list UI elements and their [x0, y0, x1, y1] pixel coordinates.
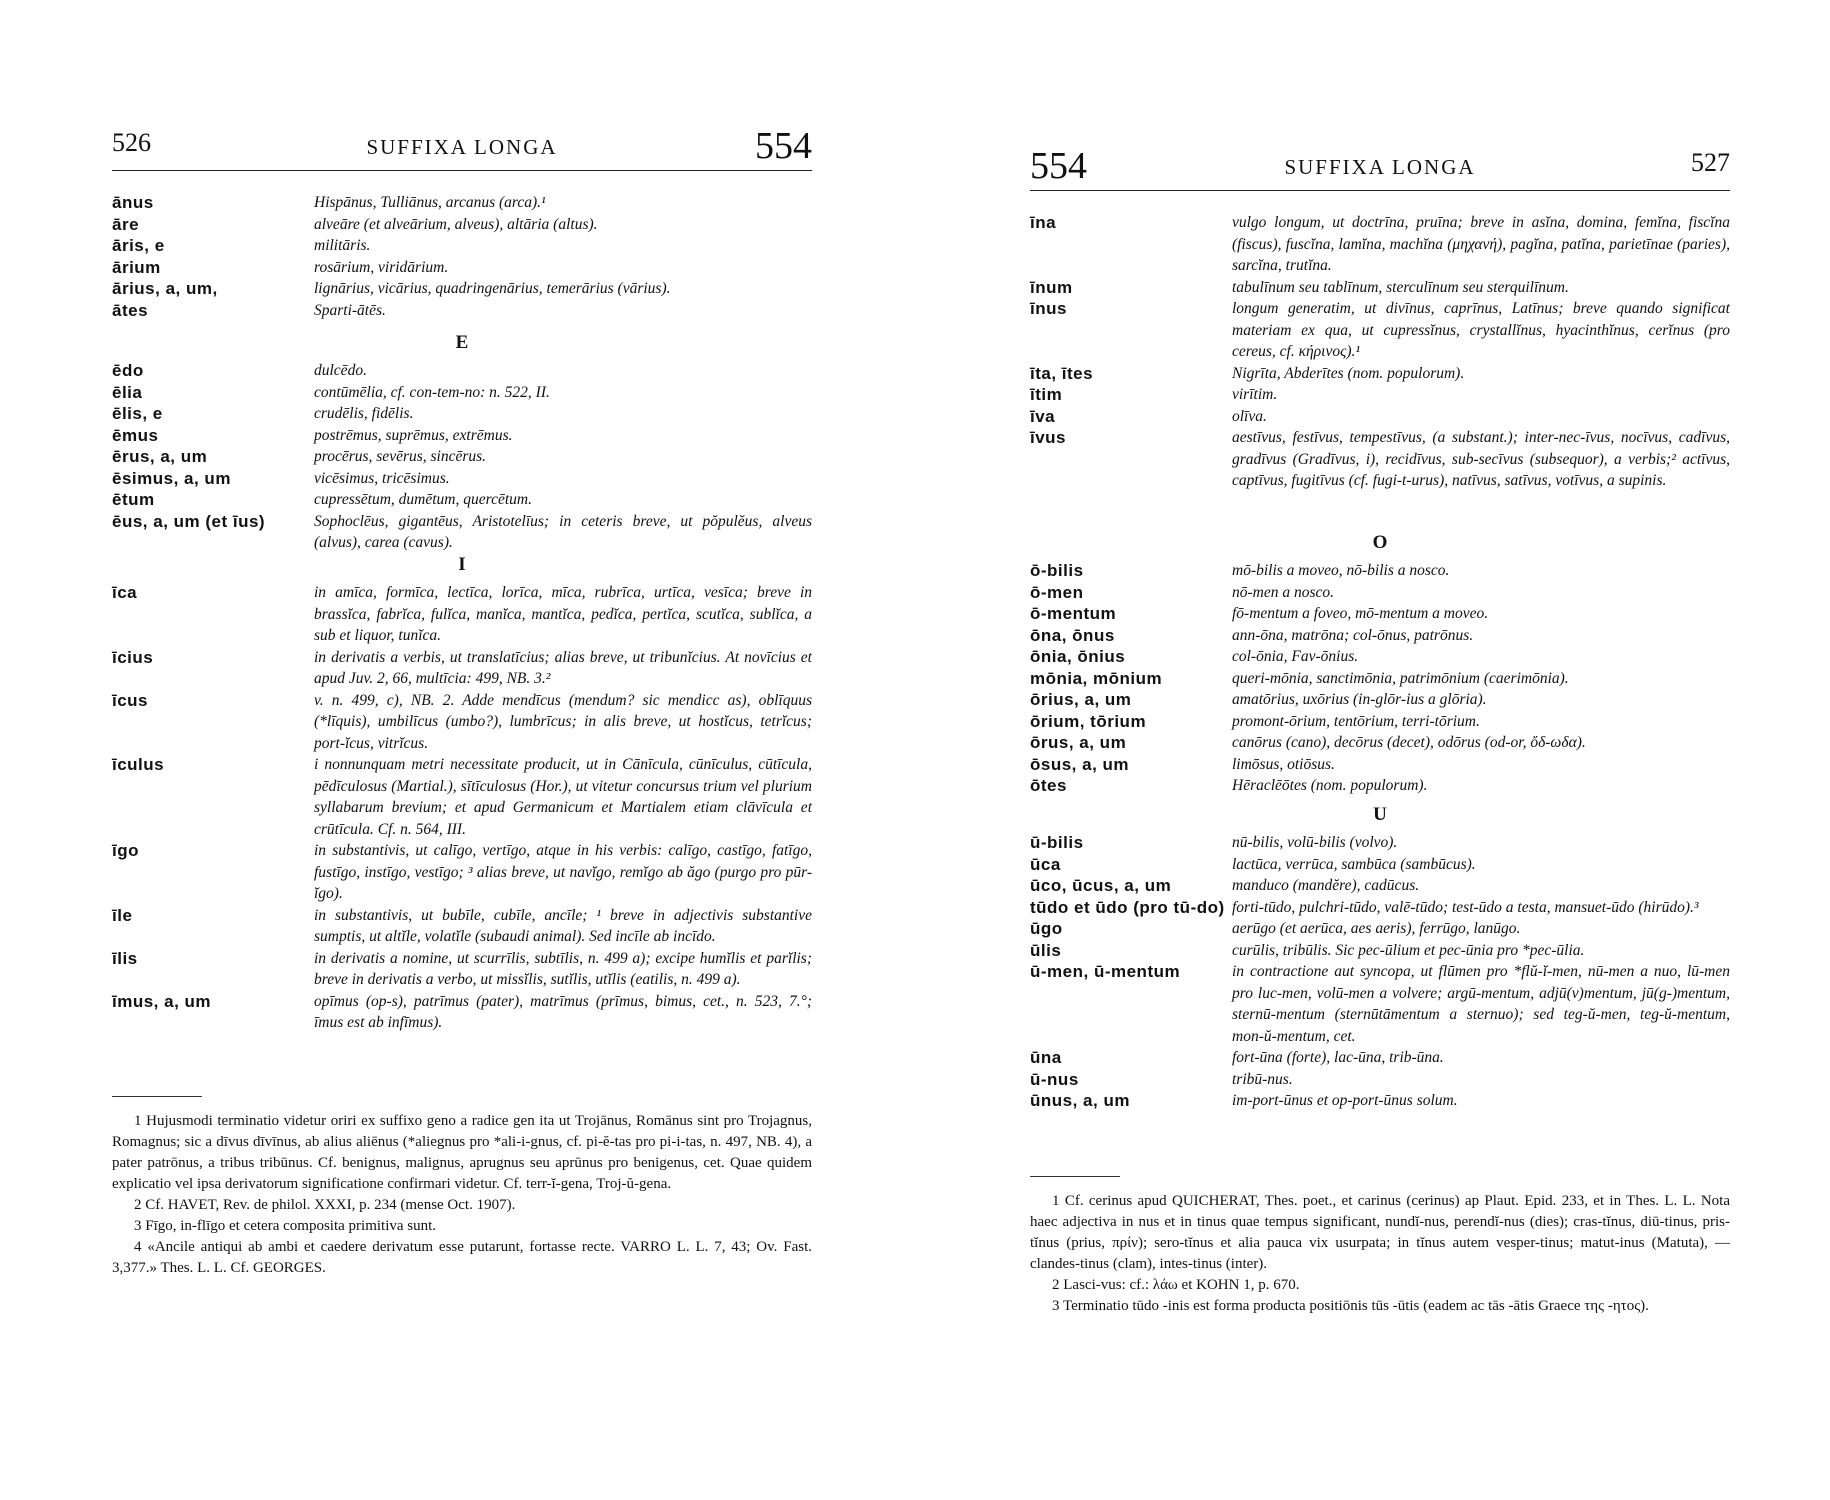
entry-definition: dulcēdo.: [314, 362, 367, 379]
entry-definition: limōsus, otiōsus.: [1232, 755, 1335, 773]
dictionary-entry: [1030, 875, 1730, 897]
entry-definition: forti-tūdo, pulchri-tūdo, valē-tūdo; test-ūdo a testa, mansuet-ūdo (hirūdo).³: [1232, 898, 1699, 916]
dictionary-entry: [112, 278, 812, 300]
entry-suffix: īcius: [112, 647, 154, 667]
footnote: 2 Cf. HAVET, Rev. de philol. XXXI, p. 234 (mense Oct. 1907).: [134, 1197, 516, 1213]
dictionary-entry: [112, 948, 812, 991]
left-entries-e: [112, 318, 812, 554]
dictionary-entry: [112, 214, 812, 236]
footnote: 1 Hujusmodi terminatio videtur oriri ex suffixo geno a radice gen ita ut Trojānus, Romānus sint pro Trojagnus, Romagnus; sic a dīvus dīvīnus, ab alius aliēnus (*aliegnus pro *ali-i-gnus, cf. pi-ĕ-tas pro pi-i-tas, n. 497, NB. 4), a pater patrōnus, a tribus tribūnus. Cf. benignus, malignus, aprugnus seu aprūnus pro benigenus, cet. Quae quidem explicatio vel ipsa derivatorum significatione confirmari videtur. Cf. terr-ĭ-gena, Troj-ŭ-gena.: [112, 1113, 812, 1192]
entry-suffix: īculus: [112, 755, 165, 774]
entry-suffix: ō-mentum: [1030, 604, 1117, 623]
entry-suffix: ētum: [112, 490, 155, 509]
footnote: 2 Lasci-vus: cf.: λάω et KOHN 1, p. 670.: [1052, 1277, 1300, 1293]
dictionary-entry: [112, 382, 812, 404]
entry-suffix: īva: [1030, 406, 1056, 426]
dictionary-entry: [112, 754, 812, 840]
entry-suffix: īle: [112, 905, 133, 925]
footnote: 4 «Ancile antiqui ab ambi et caedere derivatum esse putarunt, fortasse recte. VARRO L. L. 7, 43; Ov. Fast. 3,377.» Thes. L. L. Cf. GEORGES.: [112, 1239, 812, 1276]
entry-suffix: ūnus, a, um: [1030, 1091, 1130, 1110]
dictionary-entry: [112, 360, 812, 382]
dictionary-entry: [1030, 384, 1730, 406]
right-page-number: 527: [1691, 148, 1730, 177]
entry-definition: ann-ōna, matrōna; col-ōnus, patrōnus.: [1232, 626, 1474, 644]
entry-suffix: īgo: [112, 841, 139, 860]
section-heading-i: I: [458, 554, 466, 575]
entry-definition: Hispānus, Tulliānus, arcanus (arca).¹: [314, 194, 546, 211]
entry-definition: in contractione aut syncopa, ut flūmen pro *flŭ-ĭ-men, nū-men a nuo, lū-men pro luc-men, volū-men a volvere; argū-mentum, adjū(v)mentum, jū(g-)mentum, sternū-mentum (sternūtāmentum a sternuo); sed teg-ŭ-men, teg-ŭ-mentum, mon-ŭ-mentum, cet.: [1232, 963, 1730, 1045]
dictionary-entry: [1030, 1090, 1730, 1112]
entry-definition: lactūca, verrūca, sambūca (sambūcus).: [1232, 855, 1476, 873]
dictionary-entry: [112, 991, 812, 1034]
entry-suffix: ū-nus: [1030, 1069, 1079, 1089]
entry-suffix: īcus: [112, 690, 149, 710]
left-entries-a: [112, 192, 812, 321]
entry-suffix: ānus: [112, 193, 154, 212]
dictionary-entry: [1030, 854, 1730, 876]
dictionary-entry: [112, 582, 812, 647]
entry-suffix: ūgo: [1030, 919, 1063, 938]
dictionary-entry: [1030, 918, 1730, 940]
dictionary-entry: [112, 446, 812, 468]
entry-suffix: āre: [112, 214, 140, 234]
entry-suffix: ō-bilis: [1030, 561, 1084, 580]
entry-definition: amatōrius, uxōrius (in-glōr-ius a glōria).: [1232, 691, 1487, 708]
entry-definition: tribū-nus.: [1232, 1070, 1293, 1088]
entry-definition: postrēmus, suprēmus, extrēmus.: [314, 426, 513, 444]
dictionary-entry: [1030, 832, 1730, 854]
dictionary-entry: [1030, 961, 1730, 1047]
entry-definition: Hēraclēōtes (nom. populorum).: [1232, 777, 1428, 794]
entry-suffix: ōrium, tōrium: [1030, 711, 1147, 731]
entry-suffix: īlis: [112, 948, 138, 968]
entry-suffix: īca: [112, 583, 138, 602]
entry-suffix: ērus, a, um: [112, 447, 208, 466]
entry-suffix: ū-men, ū-mentum: [1030, 962, 1181, 981]
entry-suffix: ūco, ūcus, a, um: [1030, 876, 1172, 895]
entry-definition: longum generatim, ut divīnus, caprīnus, Latīnus; breve quando significat materiam ex qua, ut cupressĭnus, crystallĭnus, hyacinthĭnus, cerĭnus (pro cereus, cf. κήρινος).¹: [1232, 300, 1730, 360]
entry-suffix: ōna, ōnus: [1030, 625, 1115, 645]
dictionary-entry: [112, 192, 812, 214]
entry-definition: vulgo longum, ut doctrīna, pruīna; breve in asĭna, domina, femĭna, fiscĭna (fiscus), fuscĭna, lamĭna, machĭna (μηχανή), pagĭna, patĭna, parietīnae (paries), sarcĭna, trutĭna.: [1232, 214, 1730, 274]
entry-definition: fō-mentum a foveo, mō-mentum a moveo.: [1232, 605, 1489, 622]
dictionary-entry: [1030, 277, 1730, 299]
entry-suffix: ārium: [112, 257, 161, 277]
entry-suffix: īvus: [1030, 428, 1067, 447]
dictionary-entry: [1030, 582, 1730, 604]
dictionary-entry: [1030, 298, 1730, 363]
entry-definition: in substantivis, ut bubīle, cubīle, ancīle; ¹ breve in adjectivis substantive sumptis, ut altĭle, volatĭle (subaudi animal). Sed incīle ab incīdo.: [314, 906, 812, 945]
dictionary-entry: [1030, 212, 1730, 277]
entry-definition: in substantivis, ut calīgo, vertīgo, atque in his verbis: calīgo, castīgo, fatīgo, fustīgo, instīgo, vestīgo; ³ alias breve, ut navĭgo, remĭgo ab ăgo (purgo pro pūr-ĭgo).: [314, 842, 812, 902]
dictionary-entry: [112, 235, 812, 257]
dictionary-entry: [1030, 646, 1730, 668]
section-heading-u: U: [1373, 804, 1387, 825]
entry-definition: manduco (mandĕre), cadūcus.: [1232, 877, 1420, 894]
entry-suffix: ēsimus, a, um: [112, 468, 231, 488]
entry-suffix: īnum: [1030, 277, 1073, 297]
footnote: 3 Terminatio tūdo -inis est forma producta positiōnis tūs -ūtis (eadem ac tās -ātis Graece της -ητος).: [1052, 1298, 1649, 1314]
right-section-number: 554: [1030, 145, 1087, 187]
entry-definition: nū-bilis, volū-bilis (volvo).: [1232, 834, 1398, 851]
entry-definition: nō-men a nosco.: [1232, 583, 1335, 601]
dictionary-entry: [1030, 754, 1730, 776]
left-entries-i: [112, 540, 812, 1034]
entry-definition: cupressētum, dumētum, quercētum.: [314, 491, 532, 508]
footnote: 3 Fīgo, in-flīgo et cetera composita primitiva sunt.: [134, 1218, 437, 1234]
entry-definition: promont-ōrium, tentōrium, terri-tōrium.: [1232, 712, 1480, 730]
right-entries-i: [1030, 212, 1730, 492]
entry-suffix: ēdo: [112, 361, 144, 380]
dictionary-entry: [112, 840, 812, 905]
entry-definition: mō-bilis a moveo, nō-bilis a nosco.: [1232, 562, 1450, 579]
entry-suffix: ūlis: [1030, 940, 1062, 960]
entry-definition: procērus, sevērus, sincērus.: [314, 448, 487, 465]
entry-suffix: āris, e: [112, 236, 165, 255]
entry-definition: in derivatis a verbis, ut translatīcius; alias breve, ut tribunĭcius. At novīcius et apud Juv. 2, 66, multīcia: 499, NB. 3.²: [314, 648, 812, 687]
entry-definition: vicēsimus, tricēsimus.: [314, 469, 450, 487]
entry-definition: tabulīnum seu tablīnum, sterculīnum seu sterquilīnum.: [1232, 278, 1569, 296]
dictionary-entry: [1030, 1047, 1730, 1069]
footnote: 1 Cf. cerinus apud QUICHERAT, Thes. poet., et carinus (cerinus) ap Plaut. Epid. 233, et in Thes. L. L. Nota haec adjectiva in nus et in tinus quae tempus significant, nundĭ-nus, perendĭ-nus (dies); cras-tĭnus, diū-tinus, pris-tĭnus (prius, πρίν); sero-tĭnus et alia pauca vix usurpata; in tĭnus autem vesper-tinus; matut-inus (Matuta), — clandes-tinus (clam), intes-tinus (inter).: [1030, 1193, 1730, 1272]
entry-suffix: ōsus, a, um: [1030, 754, 1130, 774]
section-heading-e: E: [455, 332, 469, 353]
entry-suffix: īta, ītes: [1030, 363, 1094, 383]
entry-suffix: ēmus: [112, 425, 159, 445]
entry-definition: fort-ūna (forte), lac-ūna, trib-ūna.: [1232, 1049, 1444, 1066]
entry-suffix: ōtes: [1030, 776, 1067, 795]
entry-definition: curūlis, tribūlis. Sic pec-ūlium et pec-ūnia pro *pec-ūlia.: [1232, 941, 1585, 959]
dictionary-entry: [1030, 897, 1730, 919]
dictionary-entry: [1030, 363, 1730, 385]
entry-definition: canōrus (cano), decōrus (decet), odōrus (od-or, ὄδ-ωδα).: [1232, 734, 1586, 751]
right-footnotes: [1030, 1176, 1730, 1317]
entry-suffix: ū-bilis: [1030, 833, 1084, 852]
entry-suffix: ītim: [1030, 385, 1063, 404]
entry-suffix: īmus, a, um: [112, 991, 212, 1011]
dictionary-entry: [1030, 711, 1730, 733]
left-page-number: 526: [112, 128, 151, 157]
dictionary-entry: [112, 257, 812, 279]
right-entries-o: [1030, 518, 1730, 797]
entry-suffix: ōnia, ōnius: [1030, 647, 1126, 666]
entry-definition: militāris.: [314, 237, 371, 254]
left-footnotes: [112, 1096, 812, 1279]
entry-suffix: īna: [1030, 213, 1057, 232]
right-entries-u: [1030, 790, 1730, 1112]
dictionary-entry: [112, 905, 812, 948]
entry-definition: in amīca, formīca, lectīca, lorīca, mīca, rubrīca, urtīca, vesīca; breve in brassĭca, fabrĭca, fulĭca, manĭca, mantĭca, pedĭca, pertĭca, scutĭca, sublĭca, a sub et liquor, tunĭca.: [314, 584, 812, 644]
dictionary-entry: [1030, 940, 1730, 962]
entry-suffix: mōnia, mōnium: [1030, 668, 1163, 688]
dictionary-entry: [1030, 689, 1730, 711]
dictionary-entry: [1030, 427, 1730, 492]
entry-definition: virītim.: [1232, 386, 1278, 403]
footnote-rule: [112, 1096, 202, 1097]
entry-definition: Sparti-ātēs.: [314, 301, 386, 319]
entry-suffix: ēlia: [112, 382, 143, 402]
entry-definition: rosārium, viridārium.: [314, 258, 449, 276]
entry-suffix: ōrius, a, um: [1030, 690, 1132, 709]
entry-definition: Sophoclēus, gigantēus, Aristotelīus; in ceteris breve, ut pŏpulĕus, alveus (alvus), carea (cavus).: [314, 512, 812, 551]
entry-suffix: īnus: [1030, 299, 1067, 318]
entry-definition: aestīvus, festīvus, tempestīvus, (a substant.); inter-nec-īvus, nocīvus, cadīvus, gradīvus (Gradīvus, i), recidīvus, sub-secīvus (subsequor), a verbis;² actīvus, captīvus, fugitīvus (cf. fugi-t-urus), natīvus, satīvus, votīvus, a supinis.: [1232, 429, 1730, 489]
footnote-rule: [1030, 1176, 1120, 1177]
right-page-header: [1030, 145, 1730, 191]
dictionary-entry: [1030, 560, 1730, 582]
entry-definition: contūmēlia, cf. con-tem-no: n. 522, II.: [314, 383, 550, 401]
dictionary-entry: [1030, 1069, 1730, 1091]
entry-definition: opīmus (op-s), patrīmus (pater), matrīmus (prīmus, bimus, cet., n. 523, 7.°; īmus est ab infīmus).: [314, 992, 812, 1031]
entry-suffix: ō-men: [1030, 582, 1084, 602]
dictionary-entry: [112, 468, 812, 490]
dictionary-entry: [1030, 406, 1730, 428]
entry-suffix: tūdo et ūdo (pro tū-do): [1030, 897, 1225, 917]
dictionary-entry: [112, 647, 812, 690]
entry-definition: col-ōnia, Fav-ōnius.: [1232, 648, 1359, 665]
left-section-number: 554: [755, 125, 812, 167]
dictionary-entry: [112, 403, 812, 425]
dictionary-entry: [1030, 668, 1730, 690]
entry-suffix: ēus, a, um (et īus): [112, 511, 266, 531]
entry-definition: queri-mōnia, sanctimōnia, patrimōnium (caerimōnia).: [1232, 669, 1569, 687]
entry-suffix: ūna: [1030, 1048, 1062, 1067]
section-heading-o: O: [1372, 532, 1388, 553]
entry-definition: Nigrīta, Abderītes (nom. populorum).: [1232, 364, 1465, 382]
entry-definition: crudēlis, fidēlis.: [314, 405, 414, 422]
entry-definition: i nonnunquam metri necessitate producit, ut in Cānīcula, cūnīculus, cūtīcula, pēdīculosus (Martial.), sītīculosus (Hor.), ut vitetur concursus trium vel plurium syllabarum brevium; et apud Germanicum et Martialem etiam clāvīcula et crūtīcula. Cf. n. 564, III.: [314, 756, 812, 838]
dictionary-entry: [112, 489, 812, 511]
entry-suffix: ēlis, e: [112, 404, 163, 423]
dictionary-entry: [1030, 732, 1730, 754]
dictionary-entry: [1030, 625, 1730, 647]
right-running-title: SUFFIXA LONGA: [1284, 155, 1476, 179]
dictionary-entry: [112, 690, 812, 755]
entry-definition: im-port-ūnus et op-port-ūnus solum.: [1232, 1092, 1458, 1109]
left-running-title: SUFFIXA LONGA: [366, 135, 558, 159]
left-page-header: [112, 125, 812, 171]
entry-definition: v. n. 499, c), NB. 2. Adde mendīcus (mendum? sic mendicc as), oblīquus (*līquis), umbilīcus (umbo?), lumbrīcus; in alis breve, ut hostĭcus, tetrĭcus; port-ĭcus, vitrĭcus.: [314, 691, 812, 752]
entry-suffix: ōrus, a, um: [1030, 733, 1127, 752]
dictionary-entry: [1030, 603, 1730, 625]
entry-definition: lignārius, vicārius, quadringenārius, temerārius (vārius).: [314, 280, 671, 297]
dictionary-entry: [112, 425, 812, 447]
entry-suffix: ārius, a, um,: [112, 279, 218, 298]
entry-definition: aerūgo (et aerūca, aes aeris), ferrūgo, lanūgo.: [1232, 920, 1521, 937]
entry-definition: in derivatis a nomine, ut scurrīlis, subtīlis, n. 499 a); excipe humĭlis et parĭlis; breve in derivatis a verbo, ut missĭlis, sutĭlis, utĭlis (eatilis, n. 499 a).: [314, 949, 812, 988]
entry-suffix: ātes: [112, 300, 149, 320]
entry-definition: alveāre (et alveārium, alveus), altāria (altus).: [314, 215, 598, 233]
entry-definition: olīva.: [1232, 407, 1267, 425]
entry-suffix: ūca: [1030, 854, 1061, 874]
